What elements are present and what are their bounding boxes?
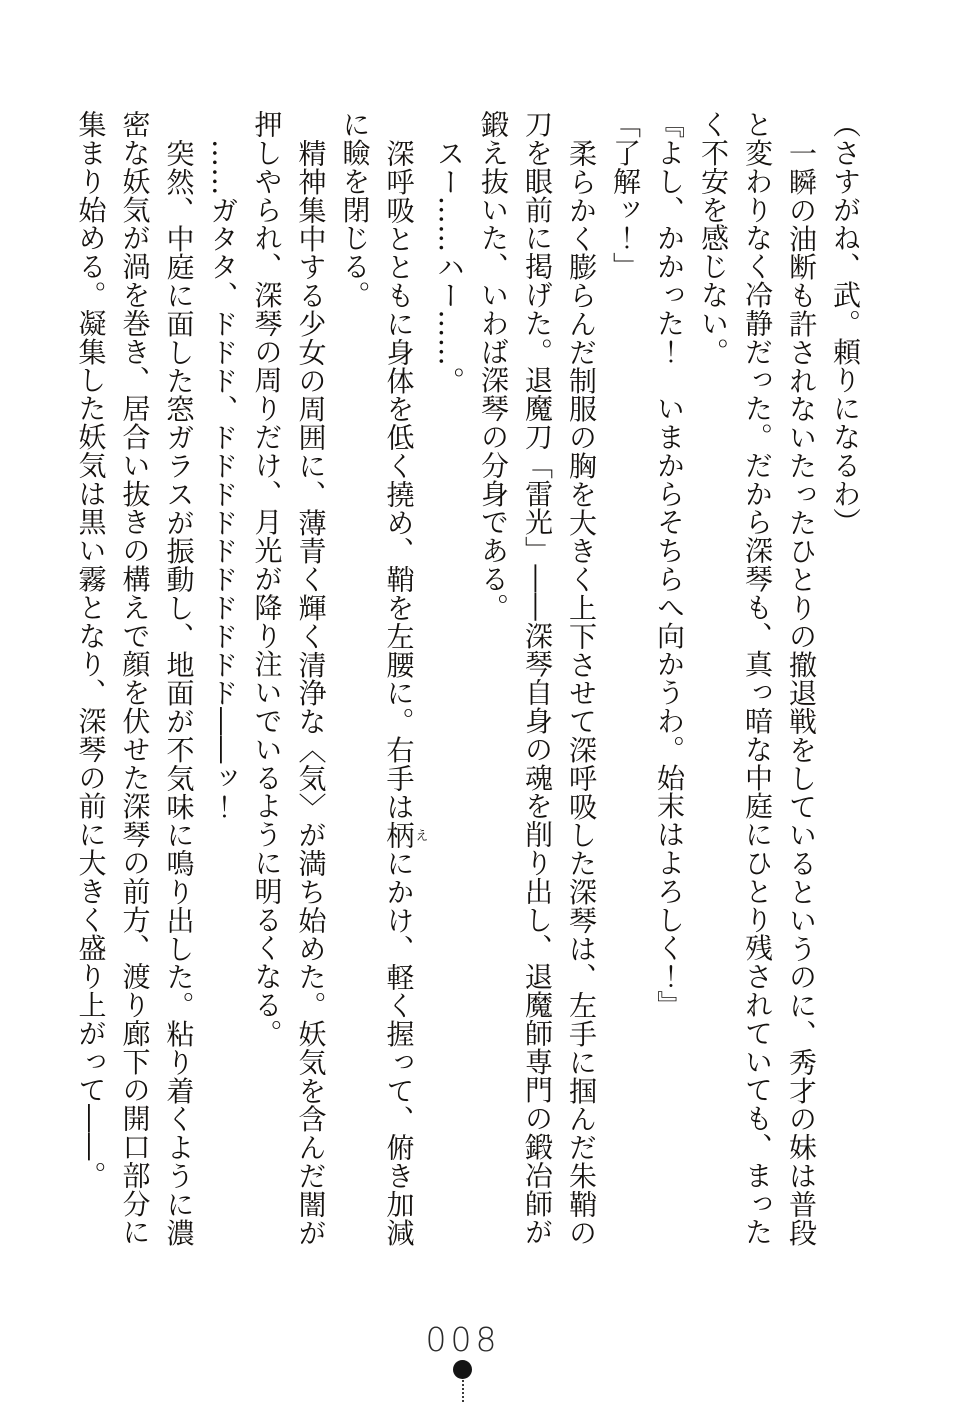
text-column: ……ガタタ、ドドド、ドドドドドドドドドド――ッ！ (206, 139, 240, 821)
text-column: 柔らかく膨らんだ制服の胸を大きく上下させて深呼吸した深琴は、左手に掴んだ朱鞘の (565, 139, 598, 1247)
text-column: 『よし、かかった！ いまからそちらへ向かうわ。始末はよろしく！』 (653, 110, 686, 1019)
text-column: 密な妖気が渦を巻き、居合い抜きの構えで顔を伏せた深琴の前方、渡り廊下の開口部分に (118, 110, 152, 1246)
text-column: 集まり始める。凝集した妖気は黒い霧となり、深琴の前に大きく盛り上がって――。 (74, 110, 108, 1190)
text-column: 刀を眼前に掲げた。退魔刀「雷光」――深琴自身の魂を削り出し、退魔師専門の鍛冶師が (521, 110, 554, 1246)
novel-text-block (71, 110, 867, 1255)
text-column: に瞼を閉じる。 (338, 110, 372, 309)
text-column: と変わりなく冷静だった。だから深琴も、真っ暗な中庭にひとり残されていても、まった (741, 110, 774, 1246)
text-column: 一瞬の油断も許されないたったひとりの撤退戦をしているというのに、秀才の妹は普段 (785, 139, 818, 1247)
text-column: く不安を感じない。 (697, 110, 730, 366)
text-column: スー……ハー……。 (433, 139, 466, 395)
page-number: 008 (425, 1320, 501, 1359)
text-column: 押しやられ、深琴の周りだけ、月光が降り注いでいるように明るくなる。 (250, 110, 284, 1048)
text-column: 突然、中庭に面した窓ガラスが振動し、地面が不気味に鳴り出した。粘り着くように濃 (162, 139, 196, 1247)
text-column: 鍛え抜いた、いわば深琴の分身である。 (477, 110, 510, 622)
text-column: 「了解ッ！」 (609, 110, 642, 281)
ruby-annotation: 柄え (382, 820, 428, 850)
text-column: 精神集中する少女の周囲に、薄青く輝く清浄な〈気〉が満ち始めた。妖気を含んだ闇が (294, 139, 328, 1247)
text-column: （さすがね、武。頼りになるわ） (829, 110, 862, 536)
footer-ornament-dot (453, 1360, 472, 1379)
text-column: 深呼吸とともに身体を低く撓め、鞘を左腰に。右手は柄えにかけ、軽く握って、俯き加減 (382, 139, 428, 1247)
footer-ornament-dotted-line (462, 1380, 464, 1402)
